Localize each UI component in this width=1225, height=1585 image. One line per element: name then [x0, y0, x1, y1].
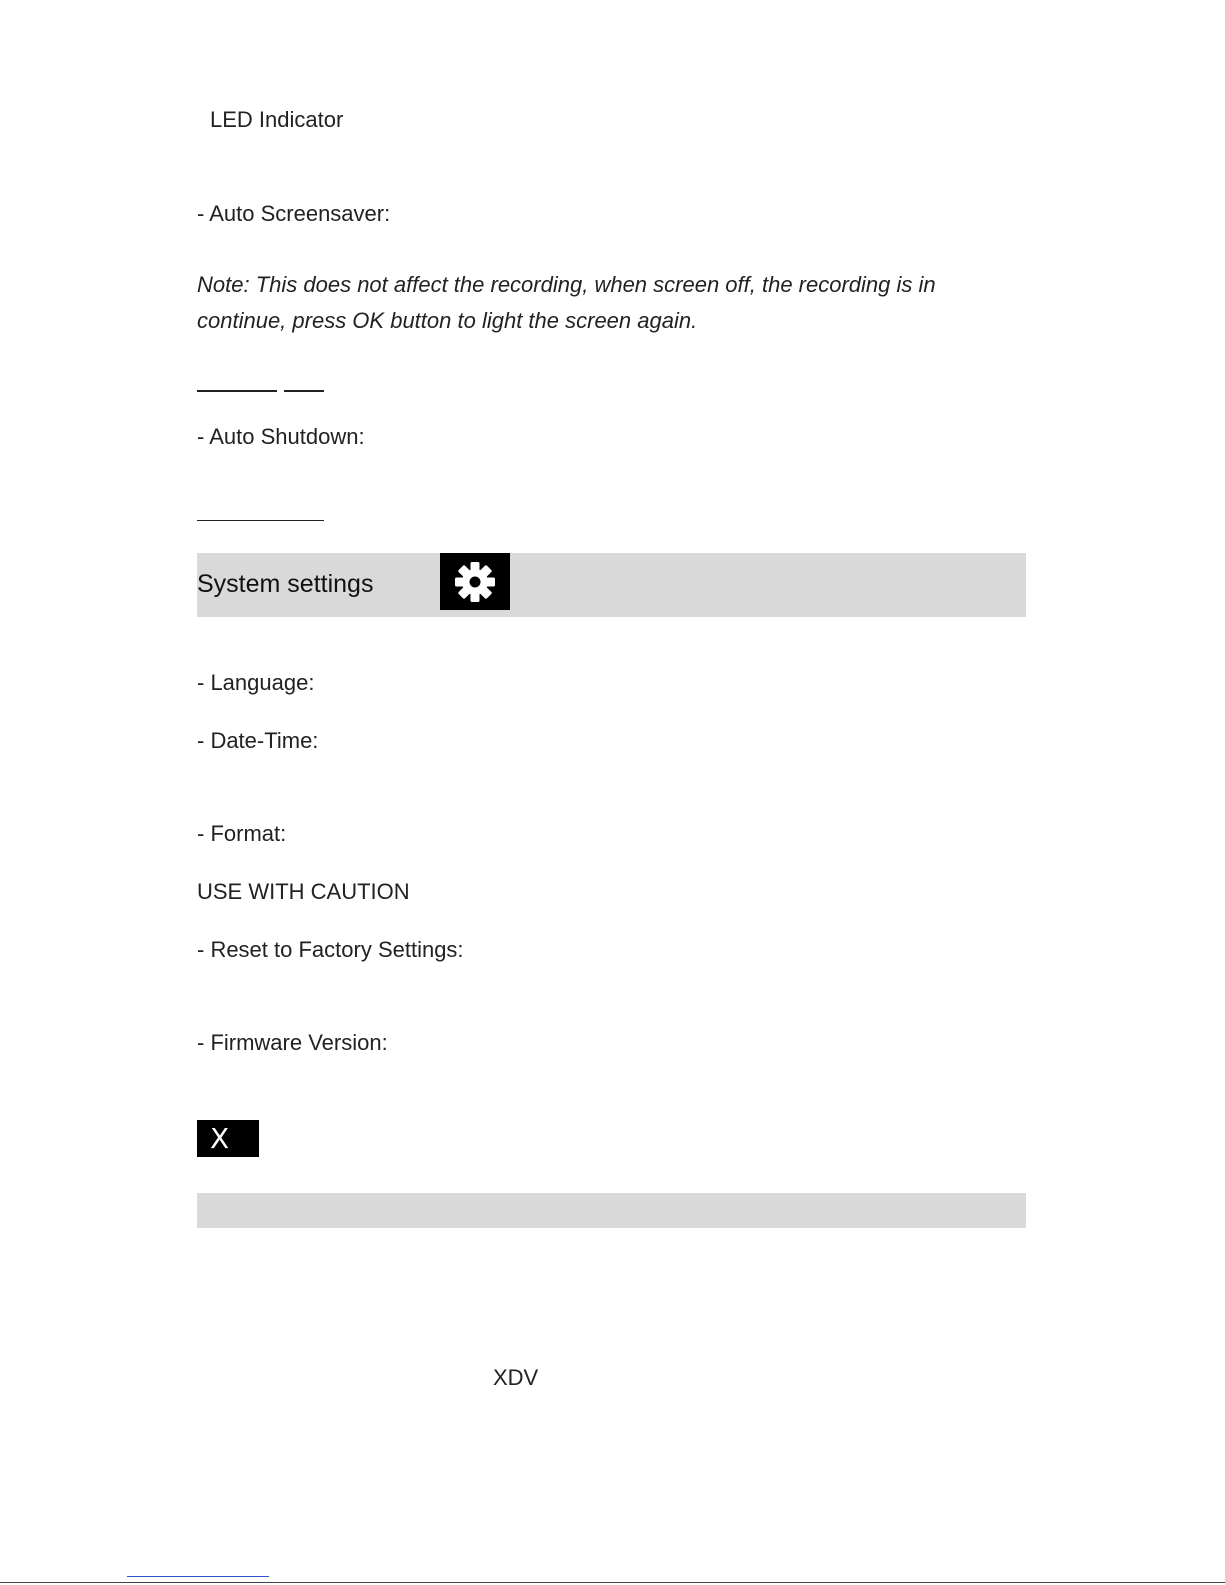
- date-time-label: - Date-Time:: [197, 728, 319, 753]
- auto-shutdown-label: - Auto Shutdown:: [197, 424, 365, 449]
- gear-icon: [440, 553, 510, 610]
- format-label: - Format:: [197, 821, 287, 846]
- footer-link-underline: [127, 1576, 269, 1577]
- page-bottom-border: [0, 1582, 1225, 1583]
- led-indicator-text: LED Indicator: [210, 107, 344, 132]
- language-label: - Language:: [197, 670, 315, 695]
- firmware-version-label: - Firmware Version:: [197, 1030, 388, 1055]
- divider-short-2: [284, 390, 324, 392]
- close-icon: X: [197, 1120, 259, 1157]
- system-settings-title: System settings: [197, 570, 374, 598]
- divider-short-1: [197, 390, 277, 392]
- footer-brand: XDV: [493, 1365, 539, 1390]
- empty-header-bar: [197, 1193, 1026, 1228]
- caution-text: USE WITH CAUTION: [197, 879, 410, 904]
- auto-screensaver-label: - Auto Screensaver:: [197, 201, 391, 226]
- screensaver-note: Note: This does not affect the recording, when screen off, the recording is in continue, press OK button to light the screen again.: [197, 272, 936, 333]
- reset-factory-label: - Reset to Factory Settings:: [197, 937, 464, 962]
- divider-shutdown: [197, 520, 324, 521]
